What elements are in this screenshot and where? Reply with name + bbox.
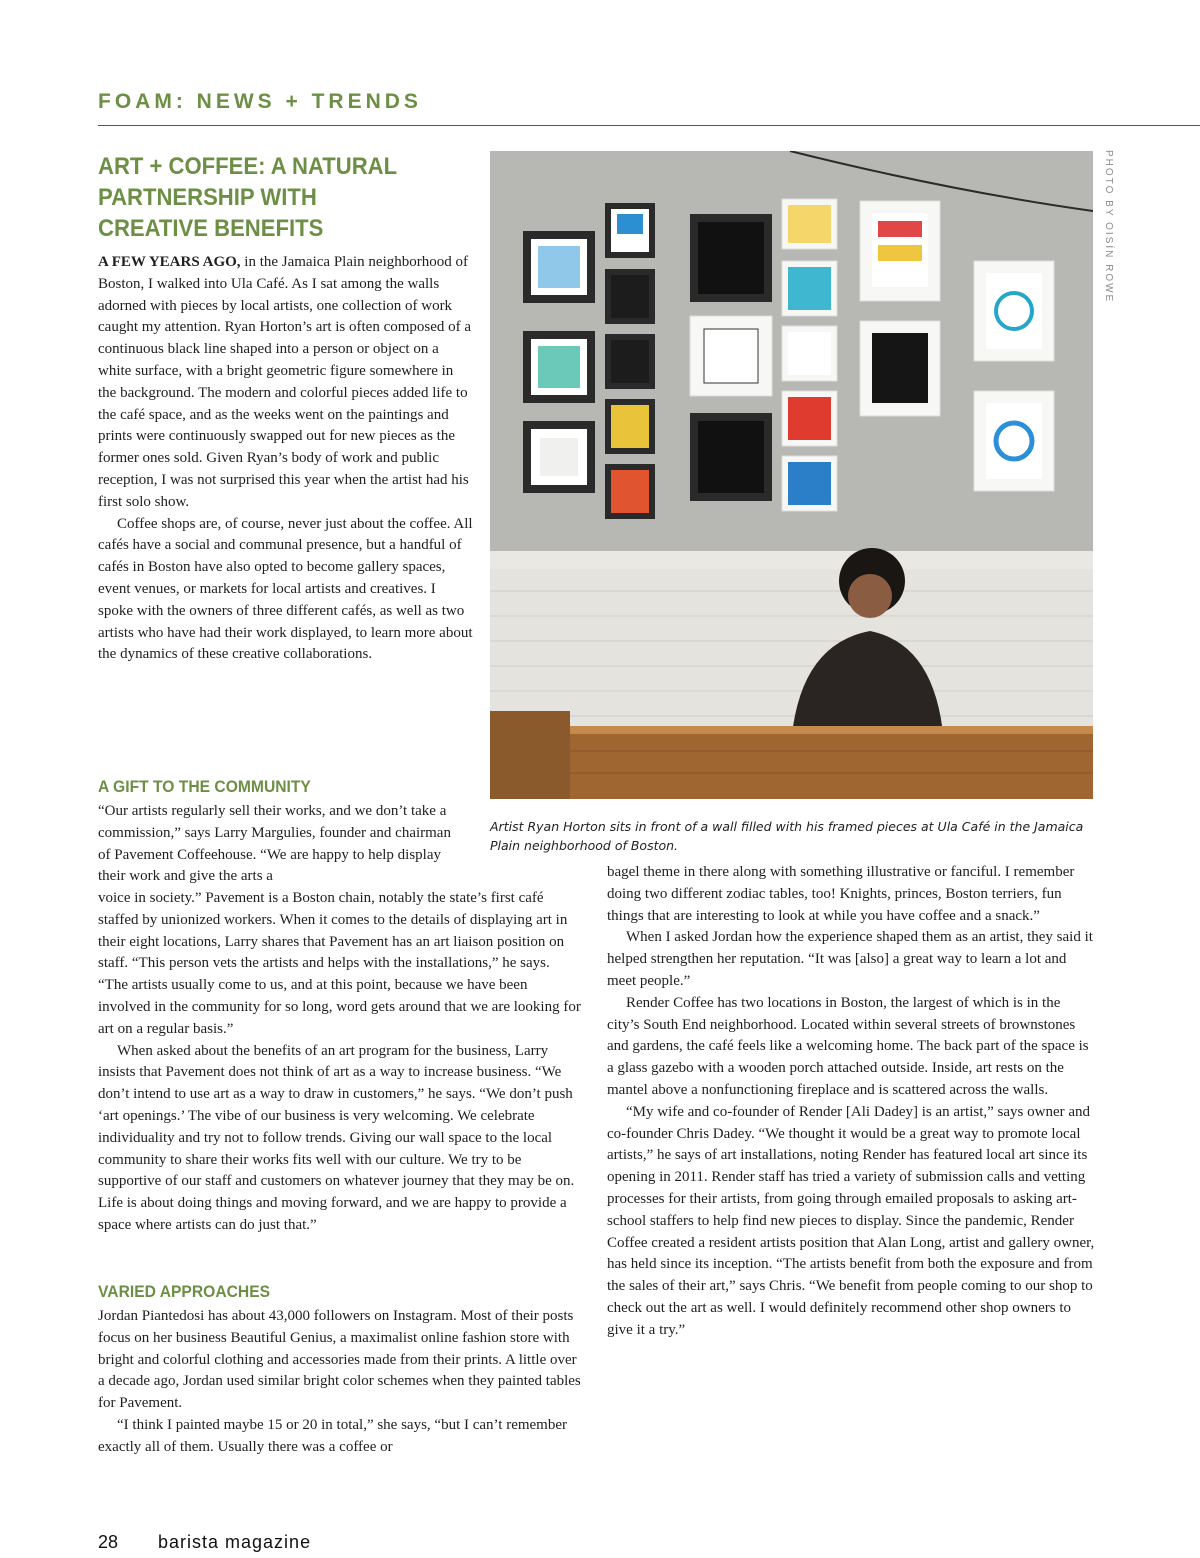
photo-credit: PHOTO BY OISÍN ROWE bbox=[1103, 150, 1114, 304]
lede: A FEW YEARS AGO, bbox=[98, 254, 241, 270]
right-paragraph-3: Render Coffee has two locations in Boston, the largest of which is in the city’s South End neighborhood. Located within several streets of brownstones and gardens, the café feels like a welcoming home. The back part of the space is a glass gazebo with a wooden porch attached outside. Inside, art rests on the mantel above a nonfunctioning fireplace and is scattered across the walls. bbox=[607, 994, 1089, 1098]
intro-column bbox=[98, 252, 473, 666]
intro-paragraph-1-text: in the Jamaica Plain neighborhood of Boston, I walked into Ula Café. As I sat among the walls adorned with pieces by local artists, one collection of work caught my attention. Ryan Horton’s art is often composed of a continuous black line shaped into a person or object on a white surface, with a bright geometric figure somewhere in the background. The modern and colorful pieces added life to the café space, and as the weeks went on the paintings and prints were continuously swapped out for new pieces as the former ones sold. Given Ryan’s body of work and public reception, I was not surprised this year when the artist had his first solo show. bbox=[98, 254, 472, 510]
article-photo bbox=[490, 151, 1093, 799]
photo-caption: Artist Ryan Horton sits in front of a wall filled with his framed pieces at Ula Café in the Jamaica Plain neighborhood of Boston. bbox=[490, 819, 1084, 853]
article-headline: ART + COFFEE: A NATURAL PARTNERSHIP WITH CREATIVE BENEFITS bbox=[98, 153, 397, 242]
varied-paragraph-2: “I think I painted maybe 15 or 20 in total,” she says, “but I can’t remember exactly all of them. Usually there was a coffee or bbox=[98, 1416, 567, 1455]
magazine-name: barista magazine bbox=[158, 1532, 312, 1552]
gift-paragraph-1-start: “Our artists regularly sell their works, and we don’t take a commission,” says Larry Margulies, founder and chairman of Pavement Coffeehouse. “We are happy to help display their work and give the arts a bbox=[98, 803, 451, 885]
varied-column bbox=[98, 1306, 582, 1459]
page-number: 28 bbox=[98, 1532, 119, 1552]
right-paragraph-1: bagel theme in there along with something illustrative or fanciful. I remember doing two different zodiac tables, too! Knights, princes, Boston terriers, fun things that are interesting to look at while you have coffee and a snack.” bbox=[607, 864, 1075, 924]
intro-paragraph-1 bbox=[98, 252, 473, 514]
varied-paragraph-1: Jordan Piantedosi has about 43,000 followers on Instagram. Most of their posts focus on her business Beautiful Genius, a maximalist online fashion store with bright and colorful clothing and accessories made from their prints. A little over a decade ago, Jordan used similar bright color schemes when they painted tables for Pavement. bbox=[98, 1308, 581, 1412]
gift-column-wide bbox=[98, 888, 582, 1237]
header-rule bbox=[98, 125, 1200, 126]
gift-column-narrow bbox=[98, 801, 453, 888]
right-column bbox=[607, 862, 1095, 1342]
gift-paragraph-2: When asked about the benefits of an art program for the business, Larry insists that Pavement does not think of art as a way to increase business. “We don’t intend to use art as a way to draw in customers,” he says. “We don’t push ‘art openings.’ The vibe of our business is very welcoming. We celebrate individuality and try not to follow trends. Giving our wall space to the local community to share their works fits well with our culture. We try to be supportive of our staff and customers on whatever journey that they may be on. Life is about doing things and moving forward, and we are happy to provide a space where artists can do just that.” bbox=[98, 1042, 575, 1233]
intro-paragraph-2: Coffee shops are, of course, never just about the coffee. All cafés have a social and communal presence, but a handful of cafés in Boston have also opted to become gallery spaces, event venues, or markets for local artists and creatives. I spoke with the owners of three different cafés, as well as two artists who have had their work displayed, to learn more about the dynamics of these creative collaborations. bbox=[98, 515, 473, 663]
right-paragraph-2: When I asked Jordan how the experience shaped them as an artist, they said it helped strengthen her reputation. “It was [also] a great way to learn a lot and meet people.” bbox=[607, 929, 1093, 989]
subhead-gift: A GIFT TO THE COMMUNITY bbox=[98, 777, 311, 796]
subhead-varied: VARIED APPROACHES bbox=[98, 1282, 271, 1301]
section-label: FOAM: NEWS + TRENDS bbox=[98, 90, 422, 113]
gift-paragraph-1-end: voice in society.” Pavement is a Boston chain, notably the state’s first café staffed by unionized workers. When it comes to the details of displaying art in their eight locations, Larry shares that Pavement has an art liaison position on staff. “This person vets the artists and helps with the installations,” he says. “The artists usually come to us, and at this point, because we have been involved in the community for so long, word gets around that we are looking for art on a regular basis.” bbox=[98, 890, 581, 1037]
right-paragraph-4: “My wife and co-founder of Render [Ali Dadey] is an artist,” says owner and co-founder Chris Dadey. “We thought it would be a great way to promote local artists,” he says of art installations, noting Render has featured local art since its opening in 2011. Render staff has tried a variety of submission calls and vetting processes for their artists, from going through emailed proposals to asking art-school staffers to help find new pieces to display. Since the pandemic, Render Coffee created a resident artists position that Alan Long, artist and gallery owner, has held since its inception. “The artists benefit from both the exposure and from the sales of their art,” says Chris. “We benefit from people coming to our shop to check out the art as well. I would definitely recommend other shop owners to give it a try.” bbox=[607, 1103, 1095, 1338]
